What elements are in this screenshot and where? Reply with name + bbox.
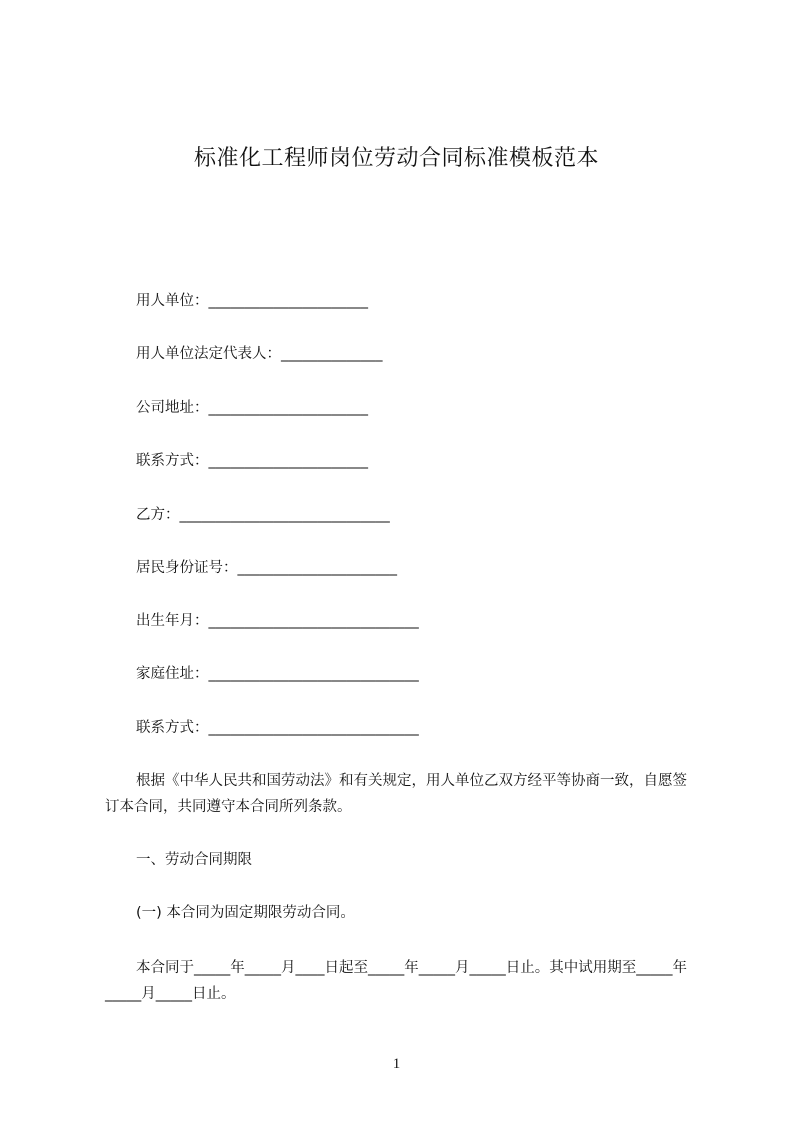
intro-paragraph [105, 768, 697, 820]
term-paragraph [105, 955, 697, 1007]
intro-text: 根据《中华人民共和国劳动法》和有关规定，用人单位乙双方经平等协商一致，自愿签订本合同，共同遵守本合同所列条款。 [105, 773, 687, 815]
field-company-address: 公司地址：______________________ [136, 400, 368, 416]
field-employer: 用人单位：______________________ [136, 293, 368, 309]
field-employee-contact: 联系方式：_____________________________ [136, 720, 419, 736]
field-id-number: 居民身份证号：______________________ [136, 560, 397, 576]
clause-fixed-term: (一) 本合同为固定期限劳动合同。 [136, 905, 355, 921]
field-employer-contact: 联系方式：______________________ [136, 453, 368, 469]
section-heading-term: 一、劳动合同期限 [136, 852, 252, 868]
field-home-address: 家庭住址：_____________________________ [136, 666, 419, 682]
document-title: 标准化工程师岗位劳动合同标准模板范本 [193, 146, 599, 171]
term-text: 本合同于_____年_____月____日起至_____年_____月_____日止。其中试用期至_____年_____月_____日止。 [105, 960, 687, 1002]
field-party-b: 乙方：_____________________________ [136, 507, 390, 523]
field-legal-representative: 用人单位法定代表人：______________ [136, 346, 383, 362]
page-number: 1 [392, 1056, 401, 1072]
field-birth-date: 出生年月：_____________________________ [136, 613, 419, 629]
